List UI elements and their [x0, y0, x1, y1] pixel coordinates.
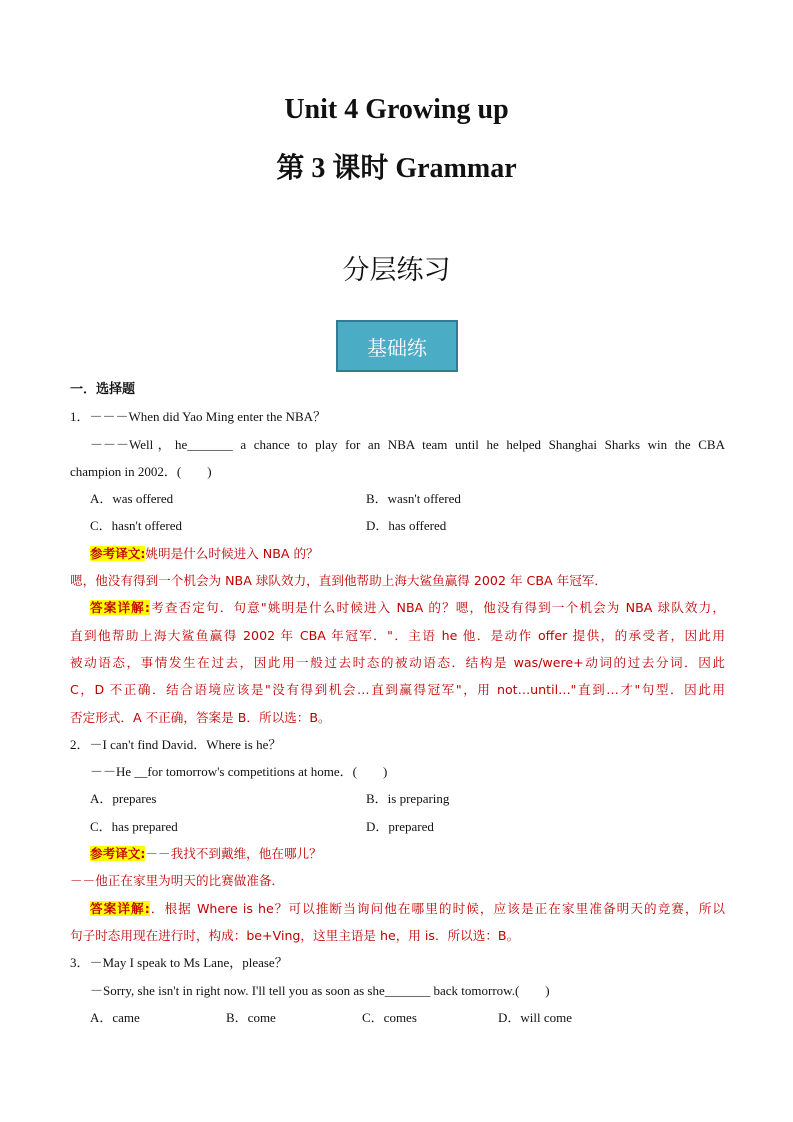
q3-answer-line: －Sorry, she isn't in right now. I'll tell you as soon as she_______ back tomorrow.( ): [90, 982, 550, 998]
q1-option-d: D．has offered: [366, 518, 447, 534]
q1-explanation-line-3: 被动语态，事情发生在过去，因此用一般过去时态的被动语态．结构是 was/were+动词的过去分词．因此: [70, 654, 725, 670]
q1-prompt: 1．－－－When did Yao Ming enter the NBA？: [70, 409, 327, 425]
q3-option-a: A．came: [90, 1009, 140, 1025]
q2-explanation-label: 答案详解:: [90, 900, 150, 916]
q1-translation-line-2: 嗯，他没有得到一个机会为 NBA 球队效力，直到他帮助上海大鲨鱼赢得 2002 年 CBA 年冠军．: [70, 573, 607, 589]
q1-translation-text: 姚明是什么时候进入 NBA 的？: [145, 545, 319, 561]
q1-option-b: B．wasn't offered: [366, 491, 461, 507]
q2-options-row-2: [70, 813, 725, 840]
q3-prompt: 3．－May I speak to Ms Lane，please？: [70, 955, 288, 971]
q2-answer-line: －－He __for tomorrow's competitions at home．( ): [90, 764, 388, 780]
q1-explanation-label: 答案详解:: [90, 600, 150, 616]
q2-option-b: B．is preparing: [366, 791, 450, 807]
q2-translation-text: －－我找不到戴维，他在哪儿？: [145, 846, 322, 862]
q3-options-row: [70, 1004, 725, 1031]
q2-translation-label: 参考译文:: [90, 846, 146, 862]
q2-explanation: [70, 895, 725, 922]
q1-explanation-line-2: 直到他帮助上海大鲨鱼赢得 2002 年 CBA 年冠军．"．主语 he 他．是动作 offer 提供，的承受者，因此用: [70, 627, 725, 643]
q2-option-d: D．prepared: [366, 818, 434, 834]
q1-explanation-text: 考查否定句．句意"姚明是什么时候进入 NBA 的？嗯，他没有得到一个机会为 NBA 球队效力，: [149, 600, 725, 616]
q2-option-a: A．prepares: [90, 791, 157, 807]
q1-answer-line-cont: champion in 2002．( ): [70, 463, 212, 479]
q1-translation-label: 参考译文:: [90, 545, 146, 561]
section-heading: 一．选择题: [70, 382, 136, 397]
q1-explanation-line-5: 否定形式．A 不正确，答案是 B．所以选：B。: [70, 709, 331, 725]
level-badge: 基础练: [336, 320, 458, 372]
q2-prompt: 2．－I can't find David．Where is he？: [70, 736, 282, 752]
q1-translation: [70, 540, 725, 567]
q3-option-d: D．will come: [498, 1009, 573, 1025]
q1-option-a: A．was offered: [90, 491, 174, 507]
q1-option-c: C．hasn't offered: [90, 518, 182, 534]
q1-explanation: [70, 594, 725, 621]
q1-explanation-line-4: C，D 不正确．结合语境应该是"没有得到机会…直到赢得冠军"，用 not…until…"直到…才"句型．因此用: [70, 682, 725, 698]
q2-option-c: C．has prepared: [90, 818, 178, 834]
section-title: 分层练习: [342, 255, 451, 286]
q3-option-c: C．comes: [362, 1009, 417, 1025]
q2-options-row-1: [70, 785, 725, 812]
document-title: Unit 4 Growing up: [284, 94, 509, 125]
q2-translation: [70, 840, 725, 867]
lesson-subtitle: 第 3 课时 Grammar: [276, 153, 517, 184]
q1-options-row-1: [70, 485, 725, 512]
q2-translation-line-2: －－他正在家里为明天的比赛做准备．: [70, 873, 285, 889]
q2-explanation-text: ．根据 Where is he？可以推断当询问他在哪里的时候，应该是正在家里准备明天的竞赛，所以: [149, 900, 725, 916]
q1-answer-line: －－－Well，he_______ a chance to play for an NBA team until he helped Shanghai Sharks win the CBA: [90, 436, 725, 452]
q2-explanation-line-2: 句子时态用现在进行时，构成：be+Ving，这里主语是 he，用 is．所以选：B。: [70, 927, 520, 943]
exercise-content: [70, 376, 725, 1031]
q1-options-row-2: [70, 512, 725, 539]
q3-option-b: B．come: [226, 1009, 276, 1025]
